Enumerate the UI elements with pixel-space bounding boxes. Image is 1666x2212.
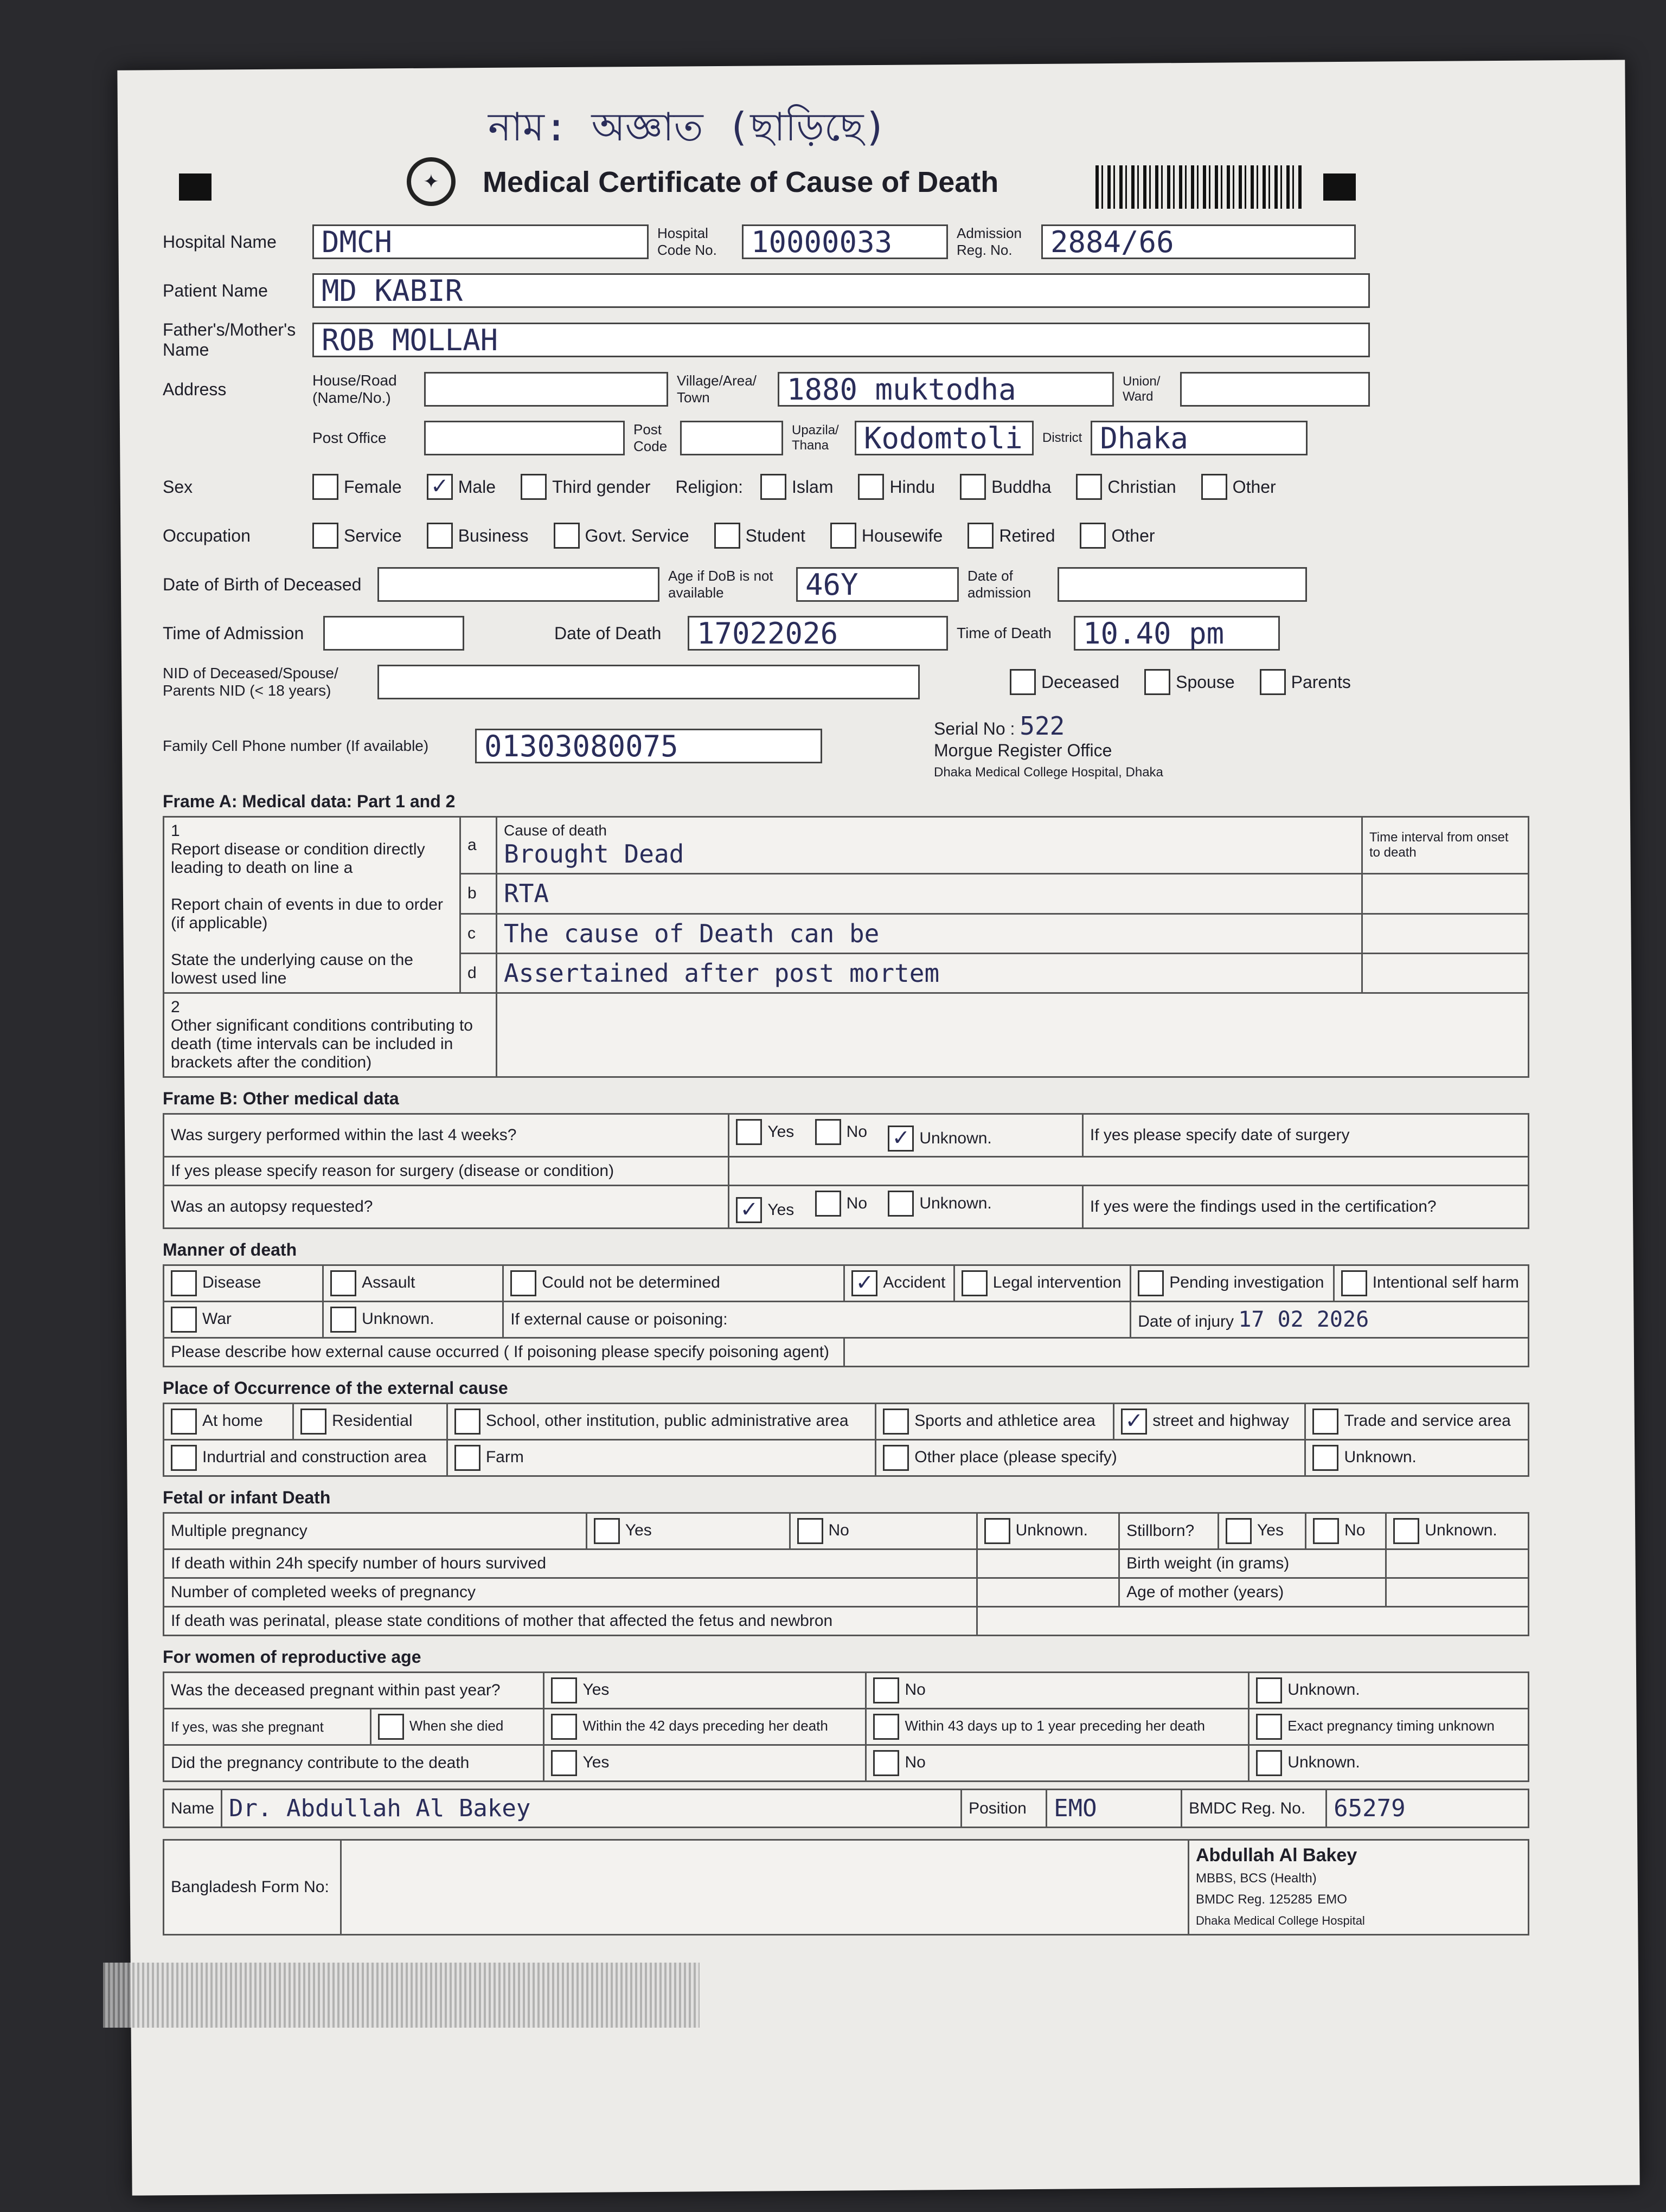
frame-a-title: Frame A: Medical data: Part 1 and 2	[163, 792, 456, 811]
occupation-govt[interactable]: Govt. Service	[554, 523, 689, 549]
multiple-pregnancy-label: Multiple pregnancy	[164, 1513, 587, 1549]
manner-accident[interactable]: ✓ Accident	[844, 1265, 954, 1302]
hospital-stamp: Dhaka Medical College Hospital, Dhaka	[934, 765, 1163, 780]
women-title: For women of reproductive age	[163, 1647, 421, 1667]
handwritten-note: নাম: অজ্ঞাত (ছাড়িছে)	[488, 104, 887, 150]
hospital-code-label: Hospital Code No.	[657, 225, 717, 258]
hospital-name-label: Hospital Name	[163, 232, 277, 252]
cause-line-b[interactable]: RTA	[497, 874, 1362, 914]
injury-date-label: Date of injury	[1138, 1313, 1234, 1330]
surgery-options	[729, 1114, 1083, 1157]
manner-undetermined[interactable]: Could not be determined	[503, 1265, 844, 1302]
part-number: 2	[171, 998, 180, 1016]
religion-option-islam[interactable]: Islam	[760, 474, 833, 500]
timing-when-died[interactable]: When she died	[370, 1709, 544, 1745]
village-field[interactable]: 1880 muktodha	[778, 372, 1114, 407]
place-home[interactable]: At home	[164, 1404, 293, 1440]
registration-marker	[1323, 173, 1356, 201]
signatory-name-label: Name	[164, 1790, 222, 1828]
line-b-instruction: Report chain of events in due to order (if applicable)	[171, 896, 443, 932]
stamp-hospital: Dhaka Medical College Hospital	[1196, 1914, 1365, 1927]
pregnant-unknown[interactable]: Unknown.	[1249, 1673, 1529, 1709]
findings-question: If yes were the findings used in the certification?	[1082, 1186, 1528, 1229]
birth-weight-label: Birth weight (in grams)	[1119, 1549, 1386, 1578]
form-number-field[interactable]	[341, 1840, 1189, 1935]
line-b-letter: b	[460, 874, 497, 914]
other-conditions-field[interactable]	[497, 993, 1529, 1077]
place-other[interactable]: Other place (please specify)	[876, 1440, 1305, 1476]
post-office-field[interactable]	[424, 421, 625, 455]
dob-field[interactable]	[377, 567, 659, 602]
injury-date-value: 17 02 2026	[1238, 1307, 1369, 1332]
surgery-reason-label: If yes please specify reason for surgery (disease or condition)	[164, 1157, 729, 1186]
multiple-unknown[interactable]: Unknown.	[977, 1513, 1119, 1549]
external-describe-label: Please describe how external cause occurred ( If poisoning please specify poisoning agent)	[164, 1338, 844, 1367]
sex-religion-row	[163, 467, 1529, 506]
pregnant-timing-label: If yes, was she pregnant	[164, 1709, 371, 1745]
hospital-code-field[interactable]: 10000033	[742, 224, 948, 259]
mother-age-field[interactable]	[1386, 1578, 1529, 1607]
line-c-letter: c	[460, 914, 497, 953]
cause-line-d[interactable]: Assertained after post mortem	[497, 953, 1362, 993]
place-trade[interactable]: Trade and service area	[1305, 1404, 1529, 1440]
occupation-business[interactable]: Business	[427, 523, 529, 549]
place-sports[interactable]: Sports and athletice area	[876, 1404, 1114, 1440]
address-row-2	[163, 419, 1529, 458]
multiple-no[interactable]: No	[790, 1513, 977, 1549]
line-a-letter: a	[460, 817, 497, 874]
header	[163, 98, 1529, 222]
admission-date-label: Date of admission	[967, 568, 1031, 601]
place-industrial[interactable]: Indurtrial and construction area	[164, 1440, 447, 1476]
place-residential[interactable]: Residential	[293, 1404, 447, 1440]
upazila-field[interactable]: Kodomtoli	[855, 421, 1034, 455]
autopsy-no[interactable]: No	[815, 1191, 867, 1217]
interval-c[interactable]	[1362, 914, 1529, 953]
house-road-field[interactable]	[424, 372, 668, 407]
place-table	[163, 1403, 1529, 1477]
bmdc-field[interactable]: 65279	[1327, 1790, 1529, 1828]
part-number: 1	[171, 822, 180, 840]
house-road-label: House/Road (Name/No.)	[312, 372, 397, 406]
timing-1-year[interactable]: Within 43 days up to 1 year preceding her death	[866, 1709, 1249, 1745]
time-of-death-label: Time of Death	[957, 625, 1052, 641]
stamp-degree: MBBS, BCS (Health)	[1196, 1871, 1317, 1886]
occupation-other[interactable]: Other	[1080, 523, 1155, 549]
age-label: Age if DoB is not available	[668, 568, 773, 601]
address-row-1	[163, 370, 1529, 409]
form-number-label: Bangladesh Form No:	[164, 1840, 341, 1935]
fetal-title: Fetal or infant Death	[163, 1488, 331, 1507]
birth-weight-field[interactable]	[1386, 1549, 1529, 1578]
weeks-field[interactable]	[977, 1578, 1119, 1607]
signatory-name-field[interactable]: Dr. Abdullah Al Bakey	[222, 1790, 962, 1828]
women-table	[163, 1671, 1529, 1782]
cause-header: Cause of death	[504, 822, 607, 839]
injury-date[interactable]	[1131, 1302, 1529, 1338]
nid-spouse[interactable]: Spouse	[1144, 669, 1235, 695]
position-label: Position	[962, 1790, 1047, 1828]
religion-option-buddha[interactable]: Buddha	[960, 474, 1051, 500]
bmdc-label: BMDC Reg. No.	[1182, 1790, 1327, 1828]
mother-age-label: Age of mother (years)	[1119, 1578, 1386, 1607]
cause-a-value: Brought Dead	[504, 839, 684, 869]
stillborn-unknown[interactable]: Unknown.	[1386, 1513, 1529, 1549]
time-admission-label: Time of Admission	[163, 623, 304, 643]
manner-pending[interactable]: Pending investigation	[1131, 1265, 1334, 1302]
post-code-label: Post Code	[633, 421, 668, 454]
stillborn-label: Stillborn?	[1119, 1513, 1219, 1549]
line-d-letter: d	[460, 953, 497, 993]
nid-label: NID of Deceased/Spouse/ Parents NID (< 18 years)	[163, 665, 338, 699]
position-field[interactable]: EMO	[1047, 1790, 1182, 1828]
upazila-label: Upazila/ Thana	[792, 423, 839, 453]
government-seal-icon: ✦	[407, 157, 456, 206]
signatory-table	[163, 1789, 1529, 1828]
contribute-unknown[interactable]: Unknown.	[1249, 1745, 1529, 1782]
religion-option-hindu[interactable]: Hindu	[858, 474, 935, 500]
perinatal-label: If death was perinatal, please state conditions of mother that affected the fetus and newbron	[164, 1607, 977, 1636]
timing-42-days[interactable]: Within the 42 days preceding her death	[544, 1709, 866, 1745]
autopsy-options	[729, 1186, 1083, 1229]
nid-deceased[interactable]: Deceased	[1010, 669, 1119, 695]
place-farm[interactable]: Farm	[447, 1440, 875, 1476]
nid-row	[163, 663, 1529, 702]
line-d-instruction: State the underlying cause on the lowest used line	[171, 951, 413, 987]
surgery-no[interactable]: No	[815, 1119, 867, 1145]
manner-self-harm[interactable]: Intentional self harm	[1334, 1265, 1528, 1302]
manner-assault[interactable]: Assault	[323, 1265, 503, 1302]
occupation-housewife[interactable]: Housewife	[830, 523, 943, 549]
manner-unknown[interactable]: Unknown.	[323, 1302, 503, 1338]
interval-header: Time interval from onset to death	[1362, 817, 1529, 874]
contribute-no[interactable]: No	[866, 1745, 1249, 1782]
printed-pattern	[103, 1963, 700, 2028]
patient-name-field[interactable]: MD KABIR	[312, 273, 1370, 308]
stillborn-no[interactable]: No	[1306, 1513, 1386, 1549]
father-row	[163, 320, 1529, 360]
registration-marker	[179, 173, 212, 201]
multiple-yes[interactable]: Yes	[586, 1513, 790, 1549]
address-label: Address	[163, 379, 227, 399]
sex-option-third-gender[interactable]: Third gender	[521, 474, 650, 500]
stamp-bmdc: BMDC Reg. 125285	[1196, 1892, 1312, 1907]
frame-b-title: Frame B: Other medical data	[163, 1089, 399, 1108]
timing-unknown[interactable]: Exact pregnancy timing unknown	[1249, 1709, 1529, 1745]
manner-title: Manner of death	[163, 1240, 297, 1259]
cause-line-a[interactable]	[497, 817, 1362, 874]
pregnant-no[interactable]: No	[866, 1673, 1249, 1709]
manner-legal[interactable]: Legal intervention	[954, 1265, 1131, 1302]
external-describe-field[interactable]	[844, 1338, 1529, 1367]
date-of-death-label: Date of Death	[554, 623, 662, 643]
religion-label: Religion:	[675, 477, 744, 497]
fetal-table	[163, 1512, 1529, 1636]
hours-survived-field[interactable]	[977, 1549, 1119, 1578]
interval-b[interactable]	[1362, 874, 1529, 914]
serial-value: 522	[1020, 711, 1065, 741]
manner-war[interactable]: War	[164, 1302, 323, 1338]
village-label: Village/Area/ Town	[677, 372, 757, 406]
manner-table	[163, 1264, 1529, 1367]
admission-reg-label: Admission Reg. No.	[957, 225, 1022, 258]
form-title: Medical Certificate of Cause of Death	[483, 166, 999, 198]
dob-label: Date of Birth of Deceased	[163, 574, 362, 594]
barcode	[1095, 165, 1302, 209]
admission-reg-field[interactable]: 2884/66	[1041, 224, 1356, 259]
date-of-death-field[interactable]: 17022026	[688, 616, 948, 651]
time-of-death-field[interactable]: 10.40 pm	[1074, 616, 1280, 651]
stamp-name: Abdullah Al Bakey	[1196, 1845, 1357, 1866]
line-a-instruction: Report disease or condition directly leading to death on line a	[171, 840, 425, 877]
hospital-row	[163, 222, 1529, 261]
pregnant-question: Was the deceased pregnant within past year?	[164, 1673, 544, 1709]
external-cause-label: If external cause or poisoning:	[503, 1302, 1131, 1338]
surgery-yes[interactable]: Yes	[736, 1119, 794, 1145]
surgery-question: Was surgery performed within the last 4 weeks?	[164, 1114, 729, 1157]
place-school[interactable]: School, other institution, public administrative area	[447, 1404, 875, 1440]
union-ward-field[interactable]	[1180, 372, 1370, 407]
other-conditions-label: Other significant conditions contributing to death (time intervals can be included in brackets after the condition)	[171, 1017, 473, 1071]
sex-label: Sex	[163, 477, 193, 497]
contribute-yes[interactable]: Yes	[544, 1745, 866, 1782]
occupation-student[interactable]: Student	[714, 523, 805, 549]
nid-parents[interactable]: Parents	[1260, 669, 1351, 695]
hours-survived-label: If death within 24h specify number of hours survived	[164, 1549, 977, 1578]
place-street[interactable]: ✓ street and highway	[1114, 1404, 1305, 1440]
father-name-field[interactable]: ROB MOLLAH	[312, 323, 1370, 357]
phone-field[interactable]: 01303080075	[475, 729, 822, 763]
contribute-question: Did the pregnancy contribute to the death	[164, 1745, 544, 1782]
phone-row	[163, 711, 1529, 781]
union-ward-label: Union/ Ward	[1123, 374, 1161, 404]
admission-date-field[interactable]	[1058, 567, 1307, 602]
patient-row	[163, 271, 1529, 310]
dob-row	[163, 565, 1529, 604]
surgery-date-label: If yes please specify date of surgery	[1082, 1114, 1528, 1157]
time-admission-field[interactable]	[323, 616, 464, 651]
religion-option-other[interactable]: Other	[1201, 474, 1276, 500]
interval-d[interactable]	[1362, 953, 1529, 993]
autopsy-yes[interactable]: ✓ Yes	[736, 1197, 794, 1223]
surgery-reason-field[interactable]	[729, 1157, 1529, 1186]
patient-name-label: Patient Name	[163, 280, 268, 300]
morgue-office: Morgue Register Office	[934, 741, 1112, 760]
district-field[interactable]: Dhaka	[1091, 421, 1308, 455]
autopsy-question: Was an autopsy requested?	[164, 1186, 729, 1229]
phone-label: Family Cell Phone number (If available)	[163, 737, 429, 754]
sex-option-female[interactable]: Female	[312, 474, 402, 500]
hospital-name-field[interactable]: DMCH	[312, 224, 649, 259]
father-name-label: Father's/Mother's Name	[163, 320, 296, 359]
age-field[interactable]: 46Y	[796, 567, 959, 602]
time-row	[163, 614, 1529, 653]
occupation-service[interactable]: Service	[312, 523, 402, 549]
nid-field[interactable]	[377, 665, 920, 699]
place-unknown[interactable]: Unknown.	[1305, 1440, 1529, 1476]
post-code-field[interactable]	[680, 421, 783, 455]
frame-b-table	[163, 1113, 1529, 1229]
frame-a-table	[163, 816, 1529, 1078]
manner-disease[interactable]: Disease	[164, 1265, 323, 1302]
religion-option-christian[interactable]: Christian	[1076, 474, 1176, 500]
occupation-label: Occupation	[163, 525, 251, 545]
occupation-row	[163, 516, 1529, 555]
autopsy-unknown[interactable]: Unknown.	[888, 1191, 991, 1217]
certificate-form	[163, 98, 1529, 1935]
form-number-table	[163, 1839, 1529, 1935]
serial-label: Serial No :	[934, 719, 1015, 738]
serial-block	[934, 711, 1163, 781]
place-title: Place of Occurrence of the external cause	[163, 1378, 508, 1398]
post-office-label: Post Office	[312, 429, 387, 446]
sex-option-male[interactable]: ✓ Male	[427, 474, 496, 500]
perinatal-field[interactable]	[977, 1607, 1528, 1636]
district-label: District	[1042, 430, 1082, 445]
stamp-position: EMO	[1317, 1892, 1347, 1907]
cause-line-c[interactable]: The cause of Death can be	[497, 914, 1362, 953]
occupation-retired[interactable]: Retired	[967, 523, 1055, 549]
doctor-stamp	[1189, 1840, 1529, 1935]
weeks-label: Number of completed weeks of pregnancy	[164, 1578, 977, 1607]
pregnant-yes[interactable]: Yes	[544, 1673, 866, 1709]
stillborn-yes[interactable]: Yes	[1219, 1513, 1306, 1549]
surgery-unknown[interactable]: ✓ Unknown.	[888, 1126, 991, 1152]
